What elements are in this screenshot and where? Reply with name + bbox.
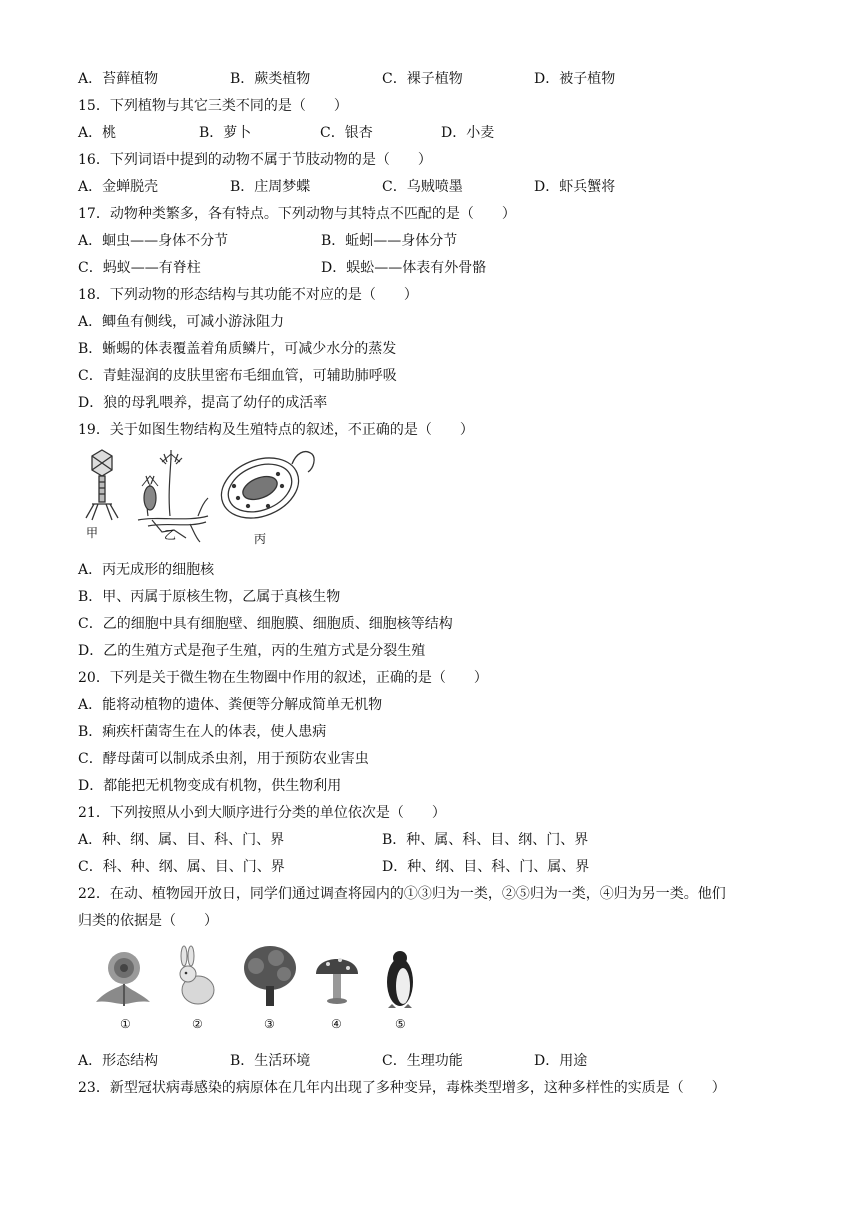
- q20-option-a: A．能将动植物的遗体、粪便等分解成简单无机物: [78, 697, 383, 713]
- q19-option-b: B．甲、丙属于原核生物，乙属于真核生物: [78, 589, 341, 605]
- q18-option-b: B．蜥蜴的体表覆盖着角质鳞片，可减少水分的蒸发: [78, 341, 397, 357]
- q22-stem-line2: 归类的依据是（ ）: [78, 913, 218, 929]
- q17-option-d: D．蜈蚣——体表有外骨骼: [321, 260, 487, 276]
- q22-option-c: C．生理功能: [382, 1053, 463, 1069]
- q22-option-d: D．用途: [534, 1053, 588, 1069]
- q14-option-b: B．蕨类植物: [230, 71, 311, 87]
- rose-drawing: [96, 952, 150, 1006]
- q22-label-4: ④: [331, 1017, 342, 1031]
- q16-option-d: D．虾兵蟹将: [534, 179, 616, 195]
- q18-option-a: A．鲫鱼有侧线，可减小游泳阻力: [78, 314, 285, 330]
- q22-stem-line1: 22．在动、植物园开放日，同学们通过调查将园内的①③归为一类，②⑤归为一类，④归为另一类。他们: [78, 886, 726, 902]
- q19-option-d: D．乙的生殖方式是孢子生殖，丙的生殖方式是分裂生殖: [78, 643, 426, 659]
- q17-option-b: B．蚯蚓——身体分节: [321, 233, 458, 249]
- q23-stem: 23．新型冠状病毒感染的病原体在几年内出现了多种变异，毒株类型增多，这种多样性的实质是（ ）: [78, 1080, 726, 1096]
- q15-option-d: D．小麦: [441, 125, 495, 141]
- q20-option-c: C．酵母菌可以制成杀虫剂，用于预防农业害虫: [78, 751, 369, 767]
- q22-option-a: A．形态结构: [78, 1053, 159, 1069]
- bacteriophage-drawing: [86, 450, 118, 520]
- q19-label-bing: 丙: [254, 532, 267, 546]
- q15-option-b: B．萝卜: [199, 125, 252, 141]
- q17-stem: 17．动物种类繁多，各有特点。下列动物与其特点不匹配的是（ ）: [78, 206, 516, 222]
- q19-option-c: C．乙的细胞中具有细胞壁、细胞膜、细胞质、细胞核等结构: [78, 616, 453, 632]
- q14-option-d: D．被子植物: [534, 71, 616, 87]
- q22-label-5: ⑤: [395, 1017, 406, 1031]
- q21-option-c: C．科、种、纲、属、目、门、界: [78, 859, 285, 875]
- q18-option-d: D．狼的母乳喂养，提高了幼仔的成活率: [78, 395, 328, 411]
- q21-option-b: B．种、属、科、目、纲、门、界: [382, 832, 589, 848]
- mushroom-drawing: [316, 958, 358, 1004]
- q19-label-jia: 甲: [86, 526, 99, 540]
- q15-stem: 15．下列植物与其它三类不同的是（ ）: [78, 98, 348, 114]
- q16-option-b: B．庄周梦蝶: [230, 179, 311, 195]
- q17-option-a: A．蛔虫——身体不分节: [78, 233, 229, 249]
- q22-figure: [90, 944, 430, 1034]
- q21-stem: 21．下列按照从小到大顺序进行分类的单位依次是（ ）: [78, 805, 446, 821]
- q15-option-c: C．银杏: [320, 125, 373, 141]
- q16-option-c: C．乌贼喷墨: [382, 179, 463, 195]
- q17-option-c: C．蚂蚁——有脊柱: [78, 260, 201, 276]
- q15-option-a: A．桃: [78, 125, 117, 141]
- rabbit-drawing: [180, 946, 214, 1004]
- q19-label-yi: 乙: [164, 528, 177, 542]
- q19-option-a: A．丙无成形的细胞核: [78, 562, 215, 578]
- q20-stem: 20．下列是关于微生物在生物圈中作用的叙述，正确的是（ ）: [78, 670, 488, 686]
- q14-option-a: A．苔藓植物: [78, 71, 159, 87]
- q22-option-b: B．生活环境: [230, 1053, 311, 1069]
- bacterium-drawing: [212, 447, 314, 529]
- q22-label-1: ①: [120, 1017, 131, 1031]
- q16-stem: 16．下列词语中提到的动物不属于节肢动物的是（ ）: [78, 152, 432, 168]
- q18-option-c: C．青蛙湿润的皮肤里密布毛细血管，可辅助肺呼吸: [78, 368, 397, 384]
- q22-label-2: ②: [192, 1017, 203, 1031]
- q20-option-b: B．痢疾杆菌寄生在人的体表，使人患病: [78, 724, 327, 740]
- q16-option-a: A．金蝉脱壳: [78, 179, 159, 195]
- q20-option-d: D．都能把无机物变成有机物，供生物利用: [78, 778, 342, 794]
- q22-label-3: ③: [264, 1017, 275, 1031]
- penguin-drawing: [387, 951, 413, 1008]
- q21-option-a: A．种、纲、属、目、科、门、界: [78, 832, 285, 848]
- q14-option-c: C．裸子植物: [382, 71, 463, 87]
- q19-stem: 19．关于如图生物结构及生殖特点的叙述，不正确的是（ ）: [78, 422, 474, 438]
- q19-figure: [78, 446, 318, 550]
- tree-drawing: [244, 946, 296, 1006]
- q21-option-d: D．种、纲、目、科、门、属、界: [382, 859, 590, 875]
- q18-stem: 18．下列动物的形态结构与其功能不对应的是（ ）: [78, 287, 418, 303]
